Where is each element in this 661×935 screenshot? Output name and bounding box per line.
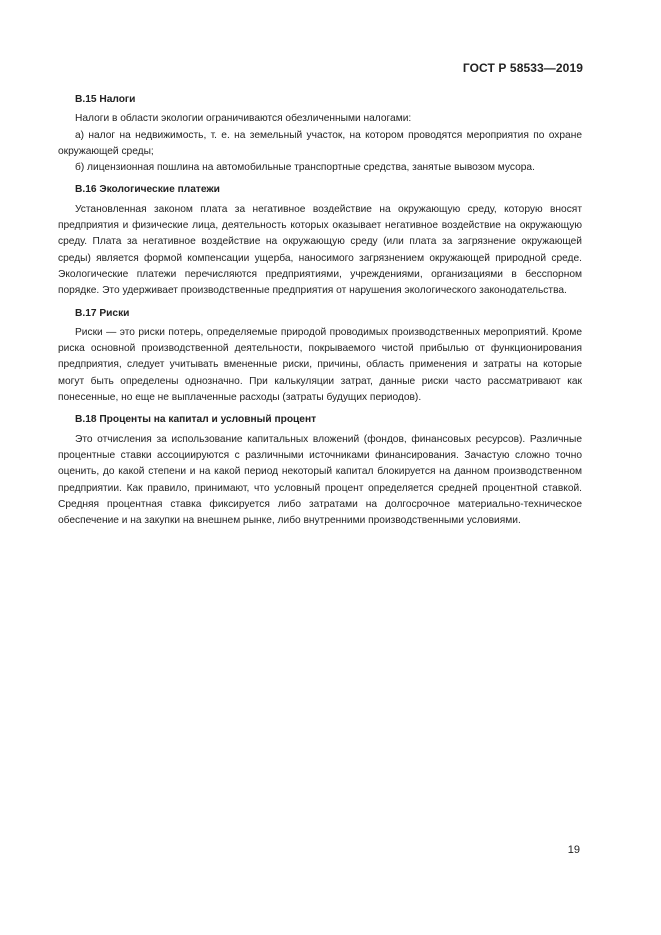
section-taxes [58,92,582,176]
page-number: 19 [567,844,580,856]
section-capital-interest [58,412,582,529]
list-item: а) налог на недвижимость, т. е. на земельный участок, на котором проводятся мероприятия по охране окружающей среды; [58,129,582,157]
document-body [58,92,582,529]
section-risks [58,306,582,407]
paragraph: Налоги в области экологии ограничиваются обезличенными налогами: [75,113,412,125]
section-title: В.16 Экологические платежи [75,184,220,196]
document-standard-number: ГОСТ Р 58533—2019 [462,61,583,75]
paragraph: Установленная законом плата за негативное воздействие на окружающую среду, которую вносят предприятия и физические лица, деятельность которых оказывает негативное воздействие на окружающую среду. Плата за негативное воздействие на окружающую среду (или плата за загрязнение окружающей среды) является формой компенсации ущерба, наносимого загрязнением окружающей природной среде. Экологические платежи перечисляются предприятиями, учреждениями, организациями в бесспорном порядке. Это удерживает производственные предприятия от нарушения экологического законодательства. [58,203,582,297]
section-title: В.15 Налоги [75,94,136,105]
section-title: В.17 Риски [75,307,130,319]
section-ecological-payments [58,182,582,299]
list-item: б) лицензионная пошлина на автомобильные транспортные средства, занятые вывозом мусора. [75,162,535,174]
section-title: В.18 Проценты на капитал и условный процент [75,414,317,426]
paragraph: Риски — это риски потерь, определяемые природой проводимых производственных мероприятий. Кроме риска основной производственной деятельности, покрываемого чистой прибылью от функционирования предприятия, следует учитывать вмененные риски, причины, область применения и затраты на которые могут быть определены однозначно. При калькуляции затрат, данные риски часто рассматривают как понесенные, но еще не выплаченные расходы (затраты будущих периодов). [58,326,582,404]
paragraph: Это отчисления за использование капитальных вложений (фондов, финансовых ресурсов). Различные процентные ставки ассоциируются с различными источниками финансирования. Зачастую сложно точно оценить, до какой степени и на какой период некоторый капитал блокируется на данном производственном предприятии. Как правило, принимают, что условный процент определяется средней процентной ставкой. Средняя процентная ставка фиксируется либо затратами на долгосрочное материально-техническое обеспечение и на закупки на внешнем рынке, либо внутренними производственными условиями. [58,433,582,527]
